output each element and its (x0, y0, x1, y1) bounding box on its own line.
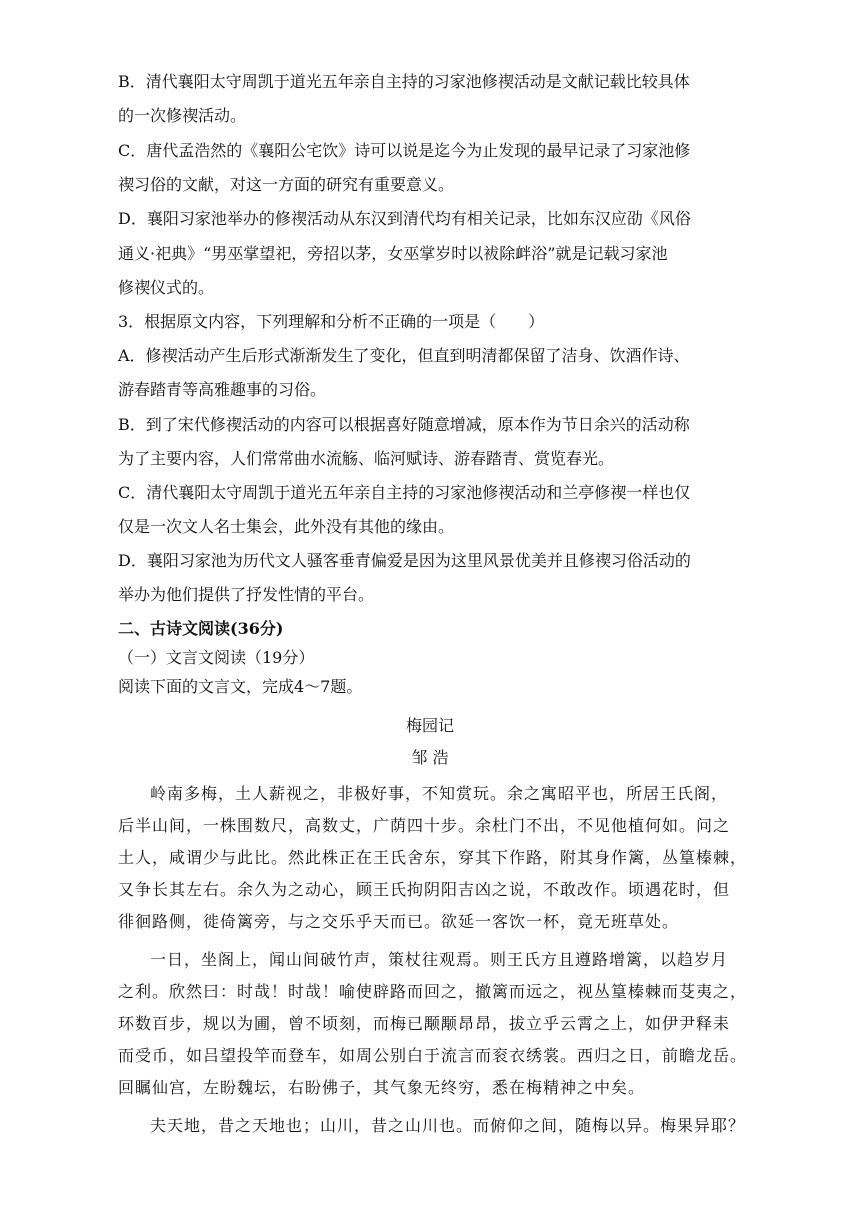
section-heading: 二、古诗文阅读(36分) (118, 619, 284, 638)
q2-option-c-line1: C．唐代孟浩然的《襄阳公宅饮》诗可以说是迄今为止发现的最早记录了习家池修 (118, 141, 691, 160)
essay-paragraph-3 (118, 1110, 758, 1142)
section-subheading: （一）文言文阅读（19分） (118, 648, 315, 667)
paragraph-2-line-2: 之利。欣然曰：时哉！时哉！喻使辟路而回之，撤篱而远之，视丛篁榛棘而芟夷之， (118, 982, 748, 1001)
q3-option-c-line1: C．清代襄阳太守周凯于道光五年亲自主持的习家池修禊活动和兰亭修禊一样也仅 (118, 483, 691, 502)
q2-option-d-line2: 通义·祀典》“男巫掌望祀，旁招以茅，女巫掌岁时以袚除衅浴”就是记载习家池 (118, 244, 668, 263)
paragraph-1-line-5: 徘徊路侧，徙倚篱旁，与之交乐乎天而已。欲延一客饮一杯，竟无班草处。 (118, 912, 680, 931)
paragraph-2-line-1: 一日，坐阁上，闻山间破竹声，策杖往观焉。则王氏方且遵路增篱，以趋岁月 (150, 950, 729, 969)
paragraph-1-line-3: 土人，咸谓少与此比。然此株正在王氏舍东，穿其下作路，附其身作篱，丛篁榛棘， (118, 848, 748, 867)
q3-option-b-line2: 为了主要内容，人们常常曲水流觞、临河赋诗、游春踏青、赏览春光。 (118, 449, 615, 468)
q2-option-b-line1: B．清代襄阳太守周凯于道光五年亲自主持的习家池修禊活动是文献记载比较具体 (118, 72, 690, 91)
paragraph-2-line-3: 环数百步，规以为圃，曾不顷刻，而梅已颙颙昂昂，拔立乎云霄之上，如伊尹释耒 (118, 1014, 731, 1033)
q3-option-c-line2: 仅是一次文人名士集会，此外没有其他的缘由。 (118, 517, 455, 536)
essay-paragraph-1 (118, 778, 758, 938)
paragraph-1-line-4: 又争长其左右。余久为之动心，顾王氏拘阴阳吉凶之说，不敢改作。顷遇花时，但 (118, 880, 731, 899)
paragraph-2-line-4: 而受币，如吕望投竿而登车，如周公别白于流言而衮衣绣裳。西归之日，前瞻龙岳。 (118, 1046, 748, 1065)
q2-option-d-line1: D．襄阳习家池举办的修禊活动从东汉到清代均有相关记录，比如东汉应劭《风俗 (118, 209, 691, 228)
q2-option-b-line2: 的一次修禊活动。 (118, 106, 247, 125)
essay-title: 梅园记 (405, 716, 454, 735)
q2-option-c-line2: 禊习俗的文献，对这一方面的研究有重要意义。 (118, 175, 455, 194)
paragraph-2-line-5: 回瞩仙宫，左盼魏坛，右盼佛子，其气象无终穷，悉在梅精神之中矣。 (118, 1078, 646, 1097)
paragraph-1-line-2: 后半山间，一株围数尺，高数丈，广荫四十步。余杜门不出，不见他植何如。问之 (118, 816, 731, 835)
q3-option-a-line2: 游春踏青等高雅趣事的习俗。 (118, 380, 327, 399)
q3-option-a-line1: A．修禊活动产生后形式渐渐发生了变化，但直到明清都保留了洁身、饮酒作诗、 (118, 346, 690, 365)
reading-instruction: 阅读下面的文言文，完成4～7题。 (118, 677, 363, 696)
q3-option-b-line1: B．到了宋代修禊活动的内容可以根据喜好随意增减，原本作为节日余兴的活动称 (118, 415, 690, 434)
essay-paragraph-2 (118, 944, 758, 1104)
q3-stem: 3．根据原文内容，下列理解和分析不正确的一项是（ ） (118, 312, 545, 331)
paragraph-3-line-1: 夫天地，昔之天地也；山川，昔之山川也。而俯仰之间，随梅以异。梅果异耶？ (150, 1116, 746, 1135)
paragraph-1-line-1: 岭南多梅，土人薪视之，非极好事，不知赏玩。余之寓昭平也，所居王氏阁， (150, 784, 729, 803)
essay-author: 邹 浩 (411, 748, 449, 767)
q3-option-d-line2: 举办为他们提供了抒发性情的平台。 (118, 585, 375, 604)
q2-option-d-line3: 修禊仪式的。 (118, 278, 215, 297)
q3-option-d-line1: D．襄阳习家池为历代文人骚客垂青偏爱是因为这里风景优美并且修禊习俗活动的 (118, 551, 691, 570)
